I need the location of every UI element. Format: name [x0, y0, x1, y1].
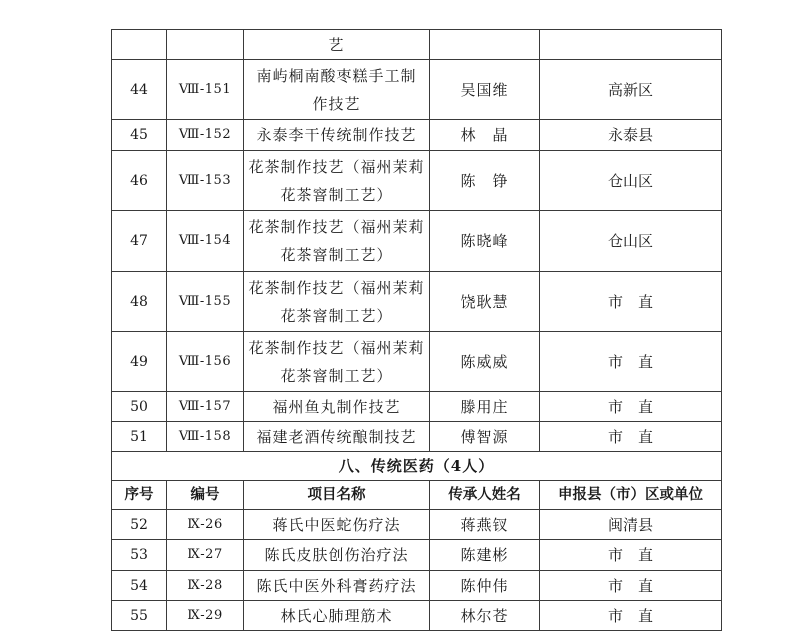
- cell-person: 吴国维: [430, 60, 540, 120]
- cell-project: 福建老酒传统酿制技艺: [244, 422, 430, 452]
- cell-person: 陈仲伟: [430, 571, 540, 601]
- cell-person: 饶耿慧: [430, 272, 540, 332]
- table-row: [112, 392, 722, 422]
- cell-project: 永泰李干传统制作技艺: [244, 120, 430, 151]
- cell-project: [244, 211, 430, 272]
- table-row: [112, 332, 722, 392]
- cell-person: 林尔苍: [430, 601, 540, 631]
- cell-no: 45: [112, 120, 167, 151]
- table-row: [112, 211, 722, 272]
- cell-person: 蒋燕钗: [430, 510, 540, 540]
- cell-code: Ⅷ-154: [167, 211, 244, 272]
- cell-code: Ⅷ-152: [167, 120, 244, 151]
- cell-code: Ⅸ-29: [167, 601, 244, 631]
- cell-no: 52: [112, 510, 167, 540]
- project-line: 花茶制作技艺（福州茉莉: [248, 278, 425, 297]
- cell-project: 艺: [244, 30, 430, 60]
- cell-project: [244, 60, 430, 120]
- cell-project: 福州鱼丸制作技艺: [244, 392, 430, 422]
- cell-code: Ⅸ-26: [167, 510, 244, 540]
- cell-no: 44: [112, 60, 167, 120]
- header-no: 序号: [112, 481, 167, 510]
- cell-project: 陈氏中医外科膏药疗法: [244, 571, 430, 601]
- cell-person: [430, 30, 540, 60]
- cell-code: Ⅷ-151: [167, 60, 244, 120]
- table-row: [112, 60, 722, 120]
- section-title-row: [112, 452, 722, 481]
- header-code: 编号: [167, 481, 244, 510]
- cell-no: 47: [112, 211, 167, 272]
- header-row: [112, 481, 722, 510]
- project-line: 花茶制作技艺（福州茉莉: [248, 218, 425, 236]
- cell-no: 53: [112, 540, 167, 571]
- cell-person: 陈 铮: [430, 151, 540, 211]
- cell-person: 陈晓峰: [430, 211, 540, 272]
- cell-project: [244, 332, 430, 392]
- cell-no: 50: [112, 392, 167, 422]
- cell-person: 陈建彬: [430, 540, 540, 571]
- cell-area: 仓山区: [540, 151, 722, 211]
- project-line: 南屿桐南酸枣糕手工制: [256, 66, 417, 85]
- cell-code: Ⅷ-157: [167, 392, 244, 422]
- header-area: 申报县（市）区或单位: [540, 481, 722, 510]
- cell-area: 市 直: [540, 272, 722, 332]
- table-row: [112, 30, 722, 60]
- cell-person: 滕用庄: [430, 392, 540, 422]
- cell-area: 永泰县: [540, 120, 722, 151]
- cell-area: 市 直: [540, 571, 722, 601]
- cell-area: [540, 30, 722, 60]
- table-row: [112, 510, 722, 540]
- cell-no: [112, 30, 167, 60]
- table-row: [112, 422, 722, 452]
- project-line: 花茶窨制工艺）: [280, 366, 393, 385]
- cell-code: Ⅷ-158: [167, 422, 244, 452]
- cell-code: Ⅸ-28: [167, 571, 244, 601]
- project-line: 作技艺: [312, 94, 361, 113]
- cell-area: 市 直: [540, 332, 722, 392]
- cell-no: 54: [112, 571, 167, 601]
- table-row: [112, 151, 722, 211]
- cell-person: 傅智源: [430, 422, 540, 452]
- table-row: [112, 571, 722, 601]
- cell-area: 闽清县: [540, 510, 722, 540]
- project-line: 花茶制作技艺（福州茉莉: [248, 157, 425, 176]
- cell-project: 陈氏皮肤创伤治疗法: [244, 540, 430, 571]
- cell-code: Ⅸ-27: [167, 540, 244, 571]
- cell-no: 49: [112, 332, 167, 392]
- cell-person: 陈威威: [430, 332, 540, 392]
- cell-project: 蒋氏中医蛇伤疗法: [244, 510, 430, 540]
- cell-code: Ⅷ-156: [167, 332, 244, 392]
- cell-project: [244, 272, 430, 332]
- section-title: 八、传统医药（4人）: [112, 452, 722, 481]
- cell-code: Ⅷ-153: [167, 151, 244, 211]
- cell-no: 51: [112, 422, 167, 452]
- cell-no: 48: [112, 272, 167, 332]
- project-line: 花茶窨制工艺）: [280, 185, 393, 204]
- cell-area: 高新区: [540, 60, 722, 120]
- project-line: 花茶窨制工艺）: [280, 306, 393, 325]
- cell-area: 市 直: [540, 540, 722, 571]
- cell-project: [244, 151, 430, 211]
- cell-no: 55: [112, 601, 167, 631]
- table-row: [112, 601, 722, 631]
- table-row: [112, 272, 722, 332]
- project-line: 花茶窨制工艺）: [280, 246, 393, 264]
- cell-area: 市 直: [540, 601, 722, 631]
- cell-area: 仓山区: [540, 211, 722, 272]
- header-project: 项目名称: [244, 481, 430, 510]
- heritage-inheritors-table: [111, 29, 722, 631]
- cell-area: 市 直: [540, 422, 722, 452]
- cell-person: 林 晶: [430, 120, 540, 151]
- table-row: [112, 120, 722, 151]
- cell-project: 林氏心肺理筋术: [244, 601, 430, 631]
- cell-area: 市 直: [540, 392, 722, 422]
- project-line: 花茶制作技艺（福州茉莉: [248, 338, 425, 357]
- table-row: [112, 540, 722, 571]
- header-person: 传承人姓名: [430, 481, 540, 510]
- cell-no: 46: [112, 151, 167, 211]
- cell-code: [167, 30, 244, 60]
- cell-code: Ⅷ-155: [167, 272, 244, 332]
